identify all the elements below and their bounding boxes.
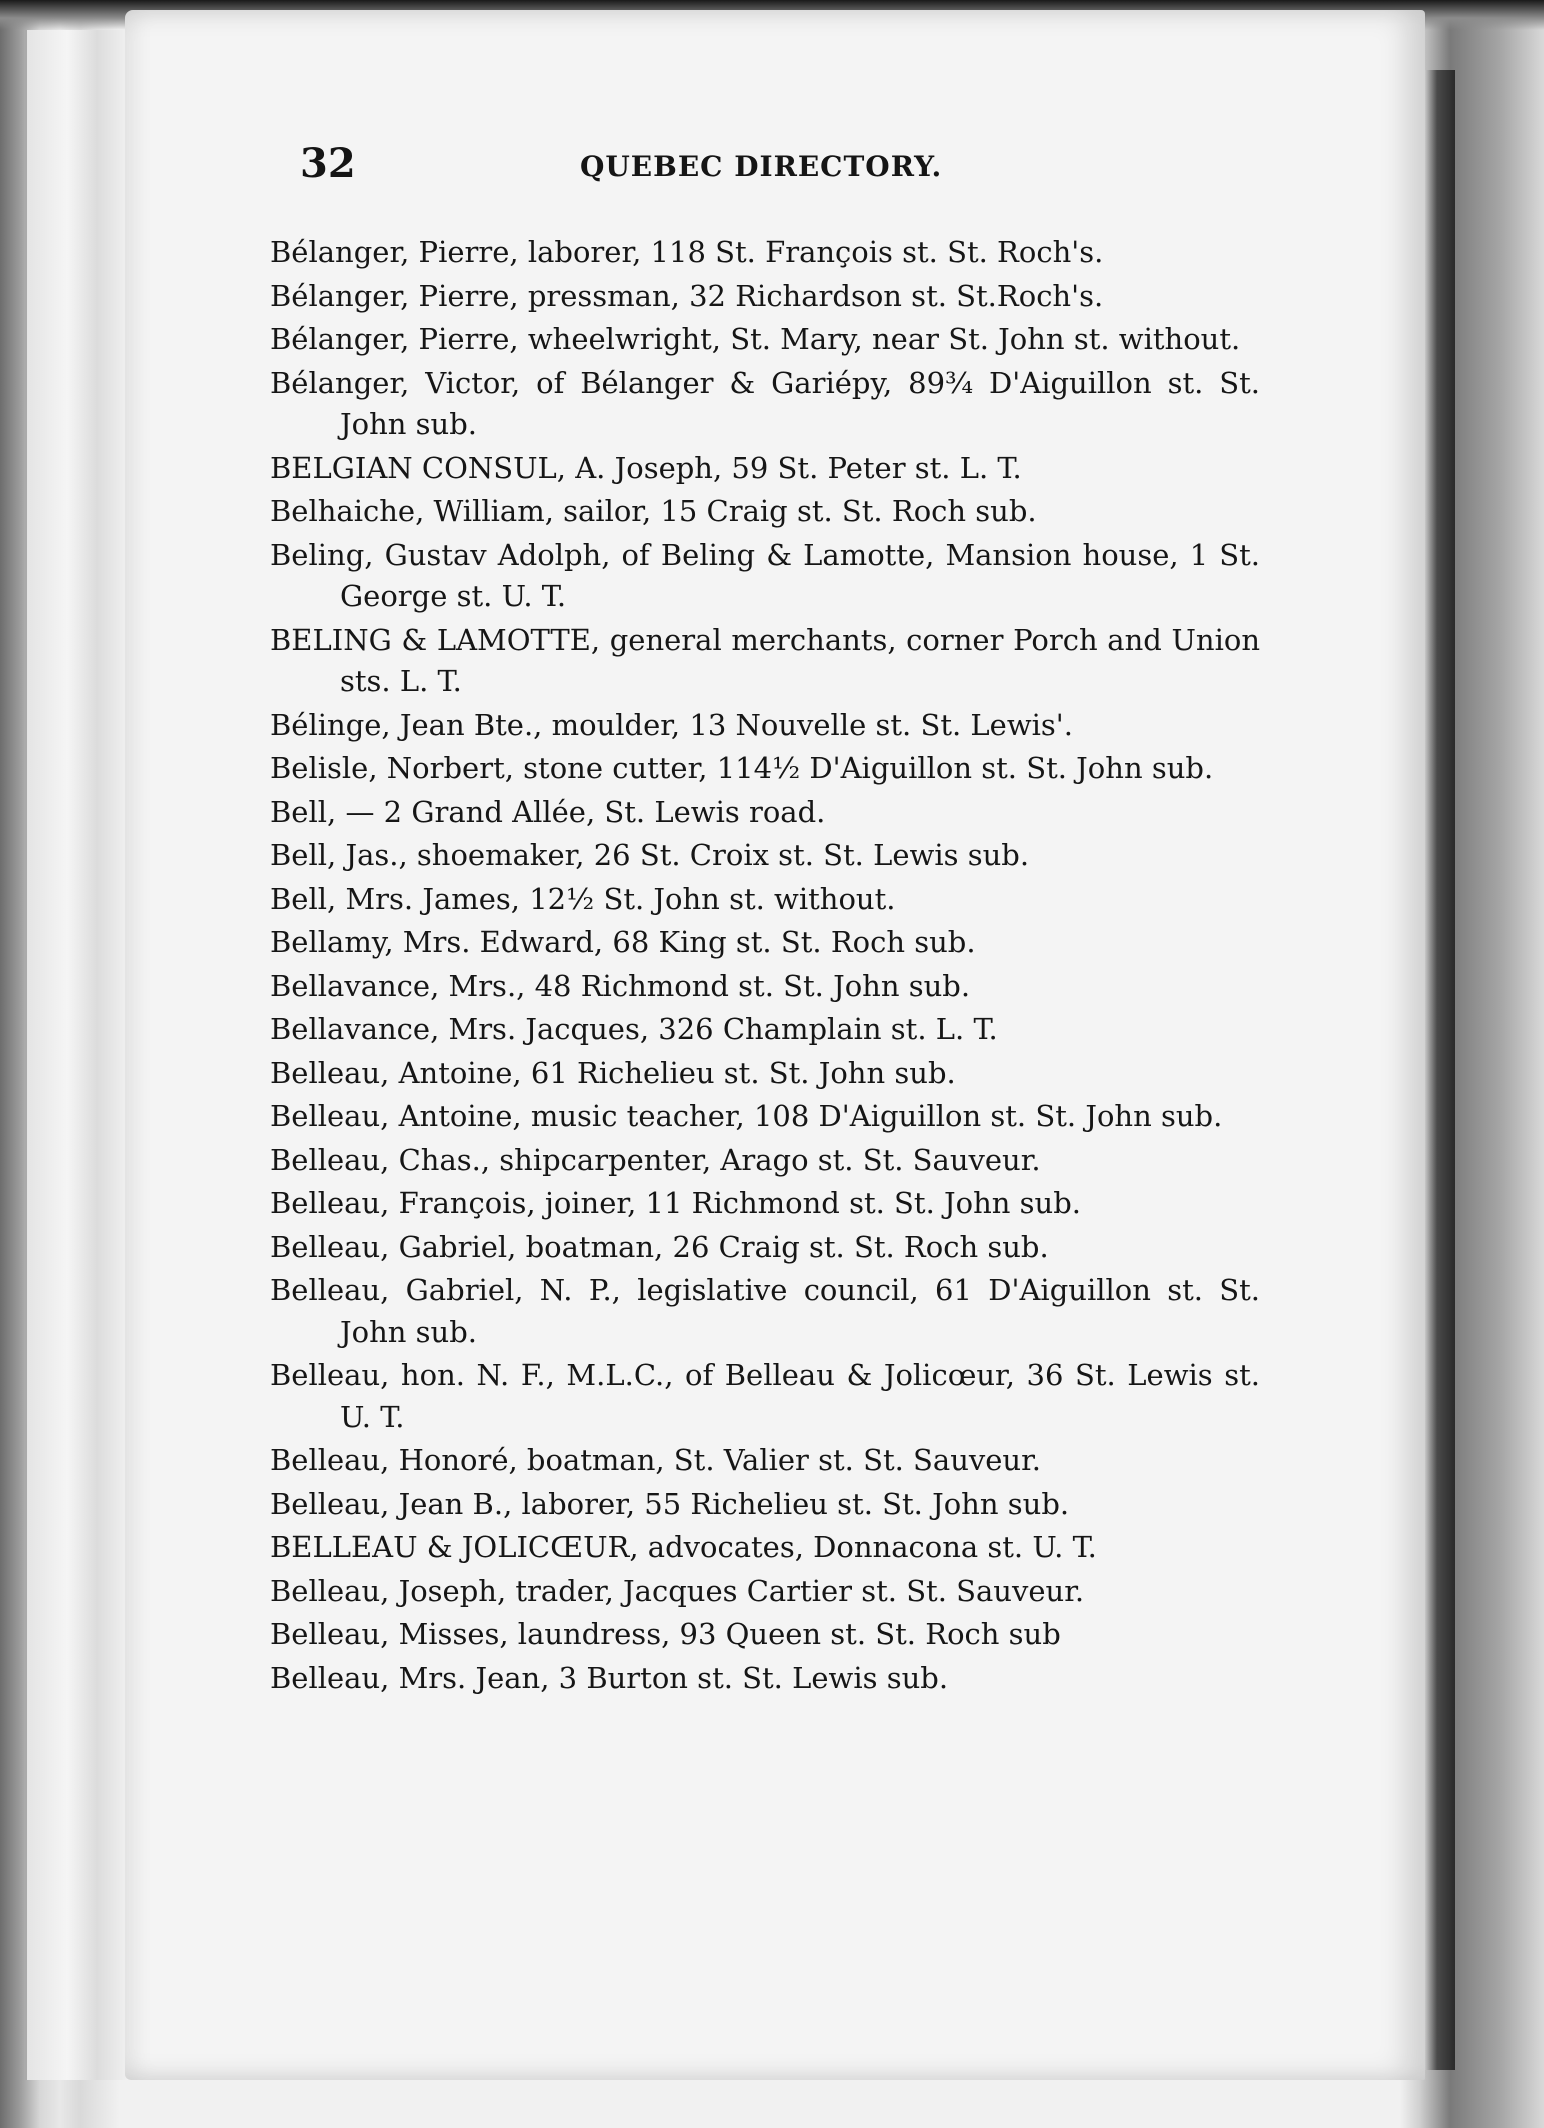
page-header — [300, 140, 1260, 200]
directory-entry: Belleau, Mrs. Jean, 3 Burton st. St. Lewis sub. — [270, 1660, 949, 1695]
directory-entry: Bélanger, Pierre, laborer, 118 St. François st. St. Roch's. — [270, 235, 1104, 269]
directory-entry: Belleau, Joseph, trader, Jacques Cartier st. St. Sauveur. — [270, 1573, 1085, 1608]
directory-entry: Belleau, Chas., shipcarpenter, Arago st. St. Sauveur. — [270, 1142, 1041, 1177]
directory-entry: BELLEAU & JOLICŒUR, advocates, Donnacona st. U. T. — [270, 1530, 1097, 1564]
directory-entry: BELING & LAMOTTE, general merchants, corner Porch and Union sts. L. T. — [270, 622, 1260, 698]
directory-entry: BELGIAN CONSUL, A. Joseph, 59 St. Peter st. L. T. — [270, 450, 1022, 485]
directory-entry: Bélanger, Victor, of Bélanger & Gariépy, 89¾ D'Aiguillon st. St. John sub. — [270, 365, 1260, 441]
directory-entry: Bellavance, Mrs., 48 Richmond st. St. John sub. — [270, 968, 971, 1003]
directory-entry: Belleau, François, joiner, 11 Richmond st. St. John sub. — [270, 1186, 1082, 1220]
directory-entry: Belhaiche, William, sailor, 15 Craig st. St. Roch sub. — [270, 494, 1037, 528]
book-left-edge — [24, 30, 127, 2080]
directory-entry: Bell, Jas., shoemaker, 26 St. Croix st. St. Lewis sub. — [270, 838, 1030, 872]
directory-entries — [270, 232, 1260, 1701]
directory-entry: Bell, Mrs. James, 12½ St. John st. without. — [270, 881, 896, 916]
directory-entry: Belleau, Antoine, 61 Richelieu st. St. John sub. — [270, 1055, 956, 1090]
directory-entry: Bélanger, Pierre, pressman, 32 Richardson st. St.Roch's. — [270, 278, 1104, 313]
directory-entry: Belleau, Misses, laundress, 93 Queen st. St. Roch sub — [270, 1617, 1061, 1651]
directory-entry: Belleau, Jean B., laborer, 55 Richelieu st. St. John sub. — [270, 1486, 1070, 1521]
directory-entry: Belleau, hon. N. F., M.L.C., of Belleau & Jolicœur, 36 St. Lewis st. U. T. — [270, 1358, 1260, 1434]
directory-entry: Bélinge, Jean Bte., moulder, 13 Nouvelle st. St. Lewis'. — [270, 707, 1073, 742]
directory-entry: Bellamy, Mrs. Edward, 68 King st. St. Roch sub. — [270, 925, 976, 959]
directory-entry: Belleau, Gabriel, boatman, 26 Craig st. St. Roch sub. — [270, 1229, 1049, 1264]
directory-entry: Belisle, Norbert, stone cutter, 114½ D'Aiguillon st. St. John sub. — [270, 751, 1214, 785]
running-title: QUEBEC DIRECTORY. — [580, 150, 943, 183]
directory-entry: Bell, — 2 Grand Allée, St. Lewis road. — [270, 794, 826, 829]
directory-entry: Belleau, Gabriel, N. P., legislative council, 61 D'Aiguillon st. St. John sub. — [270, 1273, 1260, 1349]
book-gutter-shadow — [1425, 70, 1455, 2070]
directory-entry: Beling, Gustav Adolph, of Beling & Lamotte, Mansion house, 1 St. George st. U. T. — [270, 537, 1260, 613]
directory-entry: Bellavance, Mrs. Jacques, 326 Champlain st. L. T. — [270, 1012, 998, 1046]
directory-entry: Bélanger, Pierre, wheelwright, St. Mary, near St. John st. without. — [270, 322, 1241, 356]
page-number: 32 — [300, 140, 356, 187]
directory-entry: Belleau, Honoré, boatman, St. Valier st. St. Sauveur. — [270, 1443, 1042, 1477]
directory-entry: Belleau, Antoine, music teacher, 108 D'Aiguillon st. St. John sub. — [270, 1099, 1223, 1133]
